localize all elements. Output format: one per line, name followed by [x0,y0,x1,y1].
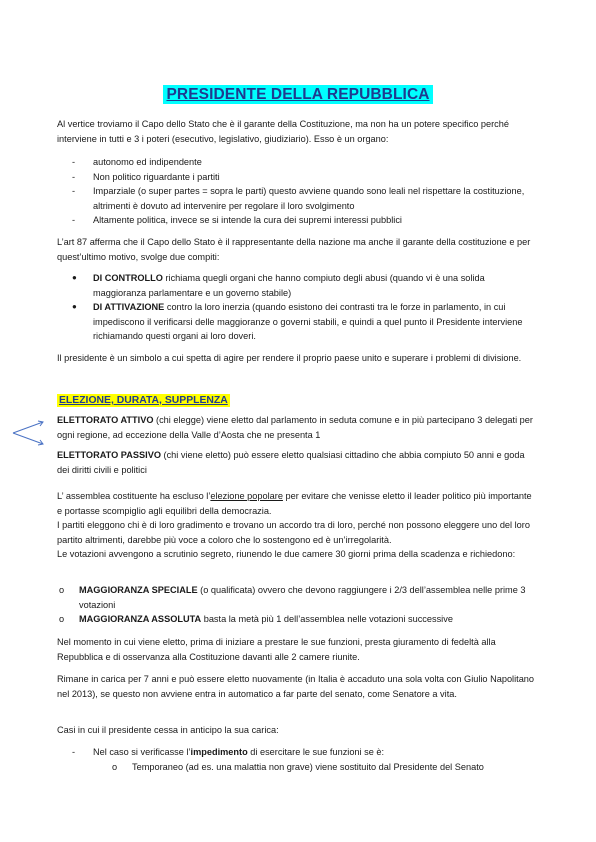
page-title-text: PRESIDENTE DELLA REPUBBLICA [163,85,432,104]
intro-paragraph: Al vertice troviamo il Capo dello Stato che è il garante della Costituzione, ma non ha un potere specifico perché interviene in tutti e 3 i poteri (esecutivo, legislativo, giudiziario). Esso è un organo: [57,119,509,144]
section-heading-text: ELEZIONE, DURATA, SUPPLENZA [59,395,228,406]
assemblea-paragraph: L’ assemblea costituente ha escluso l’elezione popolare per evitare che venisse eletto il leader politico più importante e portasse scompiglio agli equilibri della democrazia. [57,491,532,516]
list-item: o MAGGIORANZA SPECIALE (o qualificata) ovvero che devono raggiungere i 2/3 dell’assemblea nelle prime 3 votazioni [59,585,526,610]
art87-paragraph: L’art 87 afferma che il Capo dello Stato è il rappresentante della nazione ma anche il garante della costituzione e per quest’ultimo motivo, svolge due compiti: [57,237,531,262]
list-item: - Non politico riguardante i partiti [72,171,220,182]
maggioranze-list [57,583,539,627]
impedimento-sublist [110,760,539,775]
list-item: o Temporaneo (ad es. una malattia non grave) viene sostituito dal Presidente del Senato [112,762,484,772]
compiti-list [57,271,539,344]
elettorato-attivo-paragraph: ELETTORATO ATTIVO (chi elegge) viene eletto dal parlamento in seduta comune e in più partecipano 3 delegati per ogni regione, ad eccezione della Valle d’Aosta che ne presenta 1 [57,415,533,440]
casi-list [57,745,539,760]
partiti-paragraph: I partiti eleggono chi è di loro gradimento e trovano un accordo tra di loro, perché non possono eleggere uno del loro partito altrimenti, darebbe più voce a coloro che lo sostengono ed è un’irregolarità. [57,520,530,545]
arrow-icon [10,418,50,448]
votazioni-paragraph: Le votazioni avvengono a scrutinio segreto, riunendo le due camere 30 giorni prima della scadenza e richiedono: [57,549,516,559]
elettorato-passivo-paragraph: ELETTORATO PASSIVO (chi viene eletto) può essere eletto qualsiasi cittadino che abbia compiuto 50 anni e goda dei diritti civili e politici [57,450,525,475]
assemblea-block [57,489,539,562]
list-item: o MAGGIORANZA ASSOLUTA basta la metà più 1 dell’assemblea nelle votazioni successive [59,614,453,624]
traits-list [57,155,539,228]
simbolo-paragraph: Il presidente è un simbolo a cui spetta di agire per rendere il proprio paese unito e superare i problemi di divisione. [57,353,522,363]
carica-paragraph: Rimane in carica per 7 anni e può essere eletto nuovamente (in Italia è accaduto una sola volta con Giulio Napolitano nel 2013), se questo non avviene entra in automatico a far parte del senato, come Senatore a vita. [57,674,535,699]
list-item: ● DI CONTROLLO richiama quegli organi che hanno compiuto degli abusi (quando vi è una solida maggioranza parlamentare e un governo stabile) [72,273,485,298]
list-item: - Imparziale (o super partes = sopra le parti) questo avviene quando sono leali nel rispettare la costituzione, altrimenti è dovuto ad intervenire per regolare il loro svolgimento [72,186,525,211]
list-item: - autonomo ed indipendente [72,157,202,167]
page-title [0,86,596,104]
list-item: - Altamente politica, invece se si intende la cura dei supremi interessi pubblici [72,215,402,225]
section-heading [57,390,230,408]
list-item: - Nel caso si verificasse l’impedimento di esercitare le sue funzioni se è: [72,747,385,757]
casi-paragraph: Casi in cui il presidente cessa in anticipo la sua carica: [57,725,279,735]
list-item: ● DI ATTIVAZIONE contro la loro inerzia (quando esistono dei contrasti tra le forze in parlamento, in cui impediscono il verificarsi delle maggioranze o governi stabili, e quindi a quel punto il Presidente interviene richiamando questi organi ai loro doveri. [72,302,523,341]
giuramento-paragraph: Nel momento in cui viene eletto, prima di iniziare a prestare le sue funzioni, presta giuramento di fedeltà alla Repubblica e di osservanza alla Costituzione davanti alle 2 camere riunite. [57,637,496,662]
